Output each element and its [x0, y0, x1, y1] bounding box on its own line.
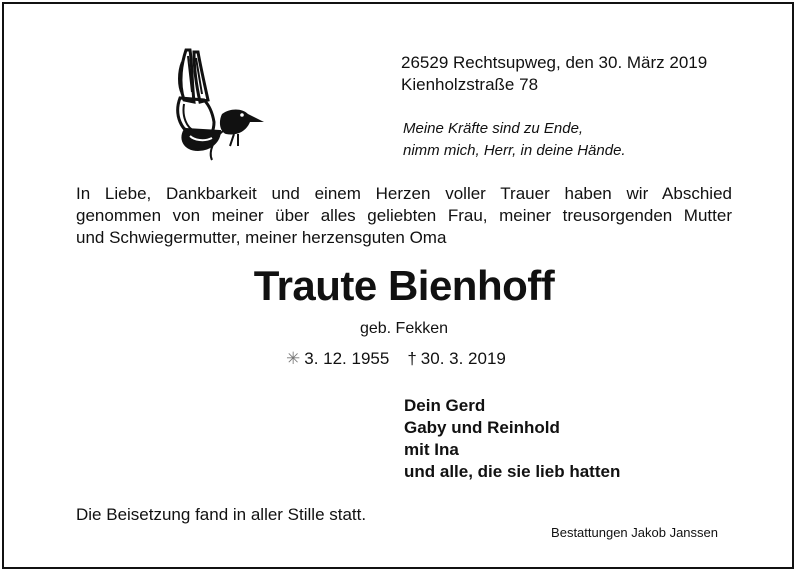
- mourner: Gaby und Reinhold: [404, 418, 560, 437]
- deceased-name: Traute Bienhoff: [253, 262, 555, 309]
- mourner: und alle, die sie lieb hatten: [404, 462, 621, 481]
- address-block: [401, 52, 707, 96]
- intro-line-3: und Schwiegermutter, meiner herzensguten Oma: [76, 228, 447, 247]
- death-cross-icon: †: [407, 349, 417, 368]
- birth-date: 3. 12. 1955: [304, 349, 390, 368]
- mourners-list: [404, 395, 620, 483]
- intro-line-1: In Liebe, Dankbarkeit und einem Herzen voller Trauer haben wir Abschied: [76, 184, 732, 203]
- obituary-notice: [2, 2, 794, 569]
- intro-text: [76, 183, 732, 249]
- street-address: Kienholzstraße 78: [401, 75, 539, 94]
- death-date: 30. 3. 2019: [420, 349, 506, 368]
- intro-line-2: genommen von meiner über alles geliebten Frau, meiner treusorgenden Mutter: [76, 206, 732, 225]
- undertaker-name: Bestattungen Jakob Janssen: [551, 525, 718, 540]
- maiden-name: geb. Fekken: [359, 320, 449, 337]
- praying-hands-icon: [164, 42, 274, 167]
- life-dates: [286, 349, 506, 369]
- place-date: 26529 Rechtsupweg, den 30. März 2019: [401, 53, 708, 72]
- bible-quote: [403, 118, 626, 162]
- mourner: mit Ina: [404, 440, 459, 459]
- burial-note: Die Beisetzung fand in aller Stille statt.: [76, 505, 367, 524]
- birth-star-icon: ✳: [286, 349, 301, 368]
- quote-line-2: nimm mich, Herr, in deine Hände.: [403, 142, 626, 159]
- quote-line-1: Meine Kräfte sind zu Ende,: [403, 120, 584, 137]
- mourner: Dein Gerd: [404, 396, 486, 415]
